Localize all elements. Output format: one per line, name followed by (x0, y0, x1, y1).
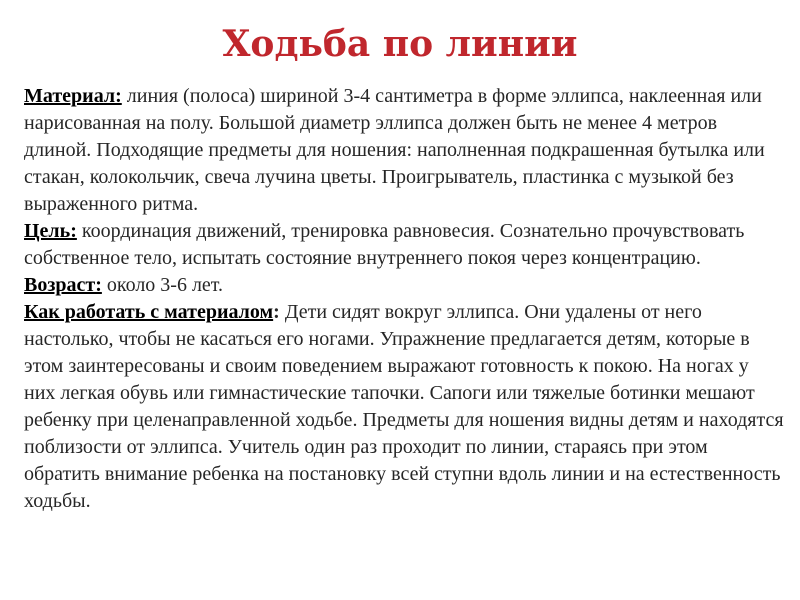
howto-text: Дети сидят вокруг эллипса. Они удалены от него настолько, чтобы не касаться его ногами. Упражнение предлагается детям, которые в этом заинтересованы и своим поведением выражают готовность к покою. На ногах у них легкая обувь или гимнастические тапочки. Сапоги или тяжелые ботинки мешают ребенку при целенаправленной ходьбе. Предметы для ношения видны детям и находятся поблизости от эллипса. Учитель один раз проходит по линии, стараясь при этом обратить внимание ребенка на постановку всей ступни вдоль линии и на естественность ходьбы. (24, 301, 784, 512)
slide-title: Ходьба по линии (222, 23, 578, 65)
age-text: около 3-6 лет. (101, 274, 224, 296)
goal-paragraph (24, 218, 784, 272)
age-paragraph (24, 272, 784, 299)
goal-label: Цель: (24, 220, 77, 242)
age-label: Возраст: (24, 274, 102, 296)
goal-text: координация движений, тренировка равновесия. Сознательно прочувствовать собственное тело, испытать состояние внутреннего покоя через концентрацию. (24, 220, 745, 269)
slide-body (24, 83, 784, 515)
material-label: Материал: (24, 85, 122, 107)
howto-label-colon: : (273, 301, 280, 323)
material-paragraph (24, 83, 784, 218)
material-text: линия (полоса) шириной 3-4 сантиметра в форме эллипса, наклеенная или нарисованная на полу. Большой диаметр эллипса должен быть не менее 4 метров длиной. Подходящие предметы для ношения: наполненная подкрашенная бутылка или стакан, колокольчик, свеча лучина цветы. Проигрыватель, пластинка с музыкой без выраженного ритма. (24, 85, 765, 215)
howto-label: Как работать с материалом (24, 301, 274, 323)
howto-paragraph (24, 299, 784, 515)
